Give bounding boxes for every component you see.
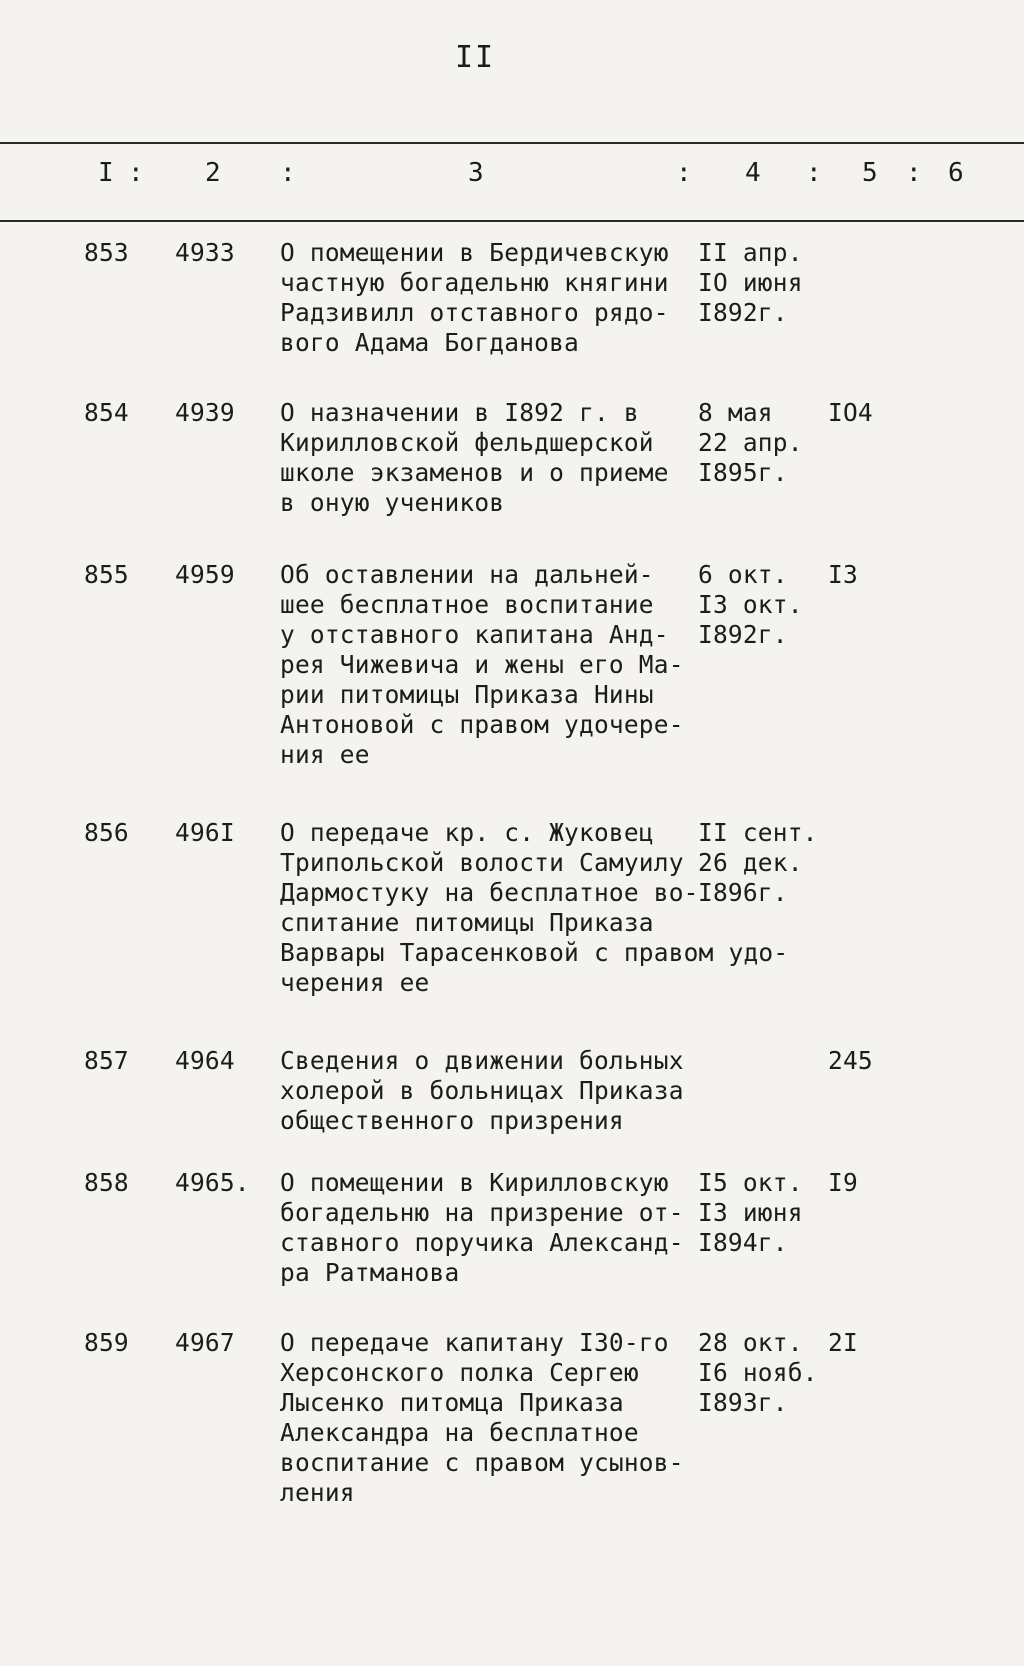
col-separator: : bbox=[280, 158, 296, 188]
title-line: шее бесплатное воспитание bbox=[280, 590, 654, 619]
case-title bbox=[280, 1328, 720, 1508]
sheet-count: IO4 bbox=[828, 398, 873, 427]
row-number: 859 bbox=[84, 1328, 129, 1357]
title-line: ления bbox=[280, 1478, 355, 1507]
title-line: О назначении в I892 г. в bbox=[280, 398, 639, 427]
col-header-2: 2 bbox=[205, 158, 221, 188]
title-line: Лысенко питомца Приказа bbox=[280, 1388, 624, 1417]
title-line: частную богадельню княгини bbox=[280, 268, 669, 297]
file-number: 4964 bbox=[175, 1046, 235, 1075]
date-line: 22 апр. bbox=[698, 428, 803, 457]
col-separator: : bbox=[128, 158, 144, 188]
date-line: 8 мая bbox=[698, 398, 773, 427]
date-line: I892г. bbox=[698, 298, 788, 327]
title-line: богадельню на призрение от- bbox=[280, 1198, 684, 1227]
date-line: I896г. bbox=[698, 878, 788, 907]
case-dates bbox=[698, 398, 838, 488]
case-title bbox=[280, 1168, 720, 1288]
title-line: Сведения о движении больных bbox=[280, 1046, 684, 1075]
title-line: Антоновой с правом удочере- bbox=[280, 710, 684, 739]
title-line: воспитание с правом усынов- bbox=[280, 1448, 684, 1477]
title-line: рии питомицы Приказа Нины bbox=[280, 680, 654, 709]
title-line: О помещении в Бердичевскую bbox=[280, 238, 669, 267]
date-line: IO июня bbox=[698, 268, 803, 297]
case-dates bbox=[698, 818, 838, 908]
title-line: спитание питомицы Приказа bbox=[280, 908, 654, 937]
title-line: Трипольской волости Самуилу bbox=[280, 848, 684, 877]
title-line: холерой в больницах Приказа bbox=[280, 1076, 684, 1105]
case-dates bbox=[698, 238, 838, 328]
title-line: школе экзаменов и о приеме bbox=[280, 458, 669, 487]
header-rule-top bbox=[0, 142, 1024, 144]
col-header-3: 3 bbox=[468, 158, 484, 188]
page-number: II bbox=[455, 40, 496, 75]
sheet-count: I3 bbox=[828, 560, 858, 589]
case-dates bbox=[698, 1168, 838, 1258]
title-line: Дармостуку на бесплатное во- bbox=[280, 878, 699, 907]
col-separator: : bbox=[906, 158, 922, 188]
case-title bbox=[280, 398, 720, 518]
row-number: 855 bbox=[84, 560, 129, 589]
case-title bbox=[280, 238, 720, 358]
title-line: Александра на бесплатное bbox=[280, 1418, 639, 1447]
case-dates bbox=[698, 560, 838, 650]
file-number: 496I bbox=[175, 818, 235, 847]
date-line: I893г. bbox=[698, 1388, 788, 1417]
date-line: I6 нояб. bbox=[698, 1358, 818, 1387]
sheet-count: I9 bbox=[828, 1168, 858, 1197]
title-line: ра Ратманова bbox=[280, 1258, 460, 1287]
title-line: рея Чижевича и жены его Ма- bbox=[280, 650, 684, 679]
title-line: общественного призрения bbox=[280, 1106, 624, 1135]
date-line: I5 окт. bbox=[698, 1168, 803, 1197]
date-line: 28 окт. bbox=[698, 1328, 803, 1357]
title-line: ставного поручика Александ- bbox=[280, 1228, 684, 1257]
header-rule-bottom bbox=[0, 220, 1024, 222]
date-line: 6 окт. bbox=[698, 560, 788, 589]
date-line: I894г. bbox=[698, 1228, 788, 1257]
file-number: 4959 bbox=[175, 560, 235, 589]
title-line: О помещении в Кирилловскую bbox=[280, 1168, 669, 1197]
case-dates bbox=[698, 1328, 838, 1418]
column-header-row bbox=[0, 158, 1024, 198]
case-title bbox=[280, 560, 720, 770]
title-line: О передаче капитану I30-го bbox=[280, 1328, 669, 1357]
title-line: Херсонского полка Сергею bbox=[280, 1358, 639, 1387]
title-line: в оную учеников bbox=[280, 488, 505, 517]
file-number: 4967 bbox=[175, 1328, 235, 1357]
row-number: 856 bbox=[84, 818, 129, 847]
col-separator: : bbox=[676, 158, 692, 188]
sheet-count: 2I bbox=[828, 1328, 858, 1357]
row-number: 853 bbox=[84, 238, 129, 267]
case-title bbox=[280, 1046, 720, 1136]
col-header-6: 6 bbox=[948, 158, 964, 188]
title-line: Радзивилл отставного рядо- bbox=[280, 298, 669, 327]
sheet-count: 245 bbox=[828, 1046, 873, 1075]
file-number: 4965. bbox=[175, 1168, 250, 1197]
col-header-5: 5 bbox=[862, 158, 878, 188]
col-separator: : bbox=[806, 158, 822, 188]
date-line: II сент. bbox=[698, 818, 818, 847]
title-line: Варвары Тарасенковой с правом удо- bbox=[280, 938, 789, 967]
title-line: Кирилловской фельдшерской bbox=[280, 428, 654, 457]
title-line: вого Адама Богданова bbox=[280, 328, 580, 357]
file-number: 4939 bbox=[175, 398, 235, 427]
title-line: ния ее bbox=[280, 740, 370, 769]
title-line: у отставного капитана Анд- bbox=[280, 620, 669, 649]
row-number: 854 bbox=[84, 398, 129, 427]
date-line: I895г. bbox=[698, 458, 788, 487]
date-line: I892г. bbox=[698, 620, 788, 649]
title-line: черения ее bbox=[280, 968, 430, 997]
date-line: 26 дек. bbox=[698, 848, 803, 877]
col-header-4: 4 bbox=[745, 158, 761, 188]
row-number: 858 bbox=[84, 1168, 129, 1197]
date-line: I3 июня bbox=[698, 1198, 803, 1227]
file-number: 4933 bbox=[175, 238, 235, 267]
title-line: О передаче кр. с. Жуковец bbox=[280, 818, 654, 847]
date-line: I3 окт. bbox=[698, 590, 803, 619]
row-number: 857 bbox=[84, 1046, 129, 1075]
col-header-1: I bbox=[98, 158, 114, 188]
title-line: Об оставлении на дальней- bbox=[280, 560, 654, 589]
date-line: II апр. bbox=[698, 238, 803, 267]
